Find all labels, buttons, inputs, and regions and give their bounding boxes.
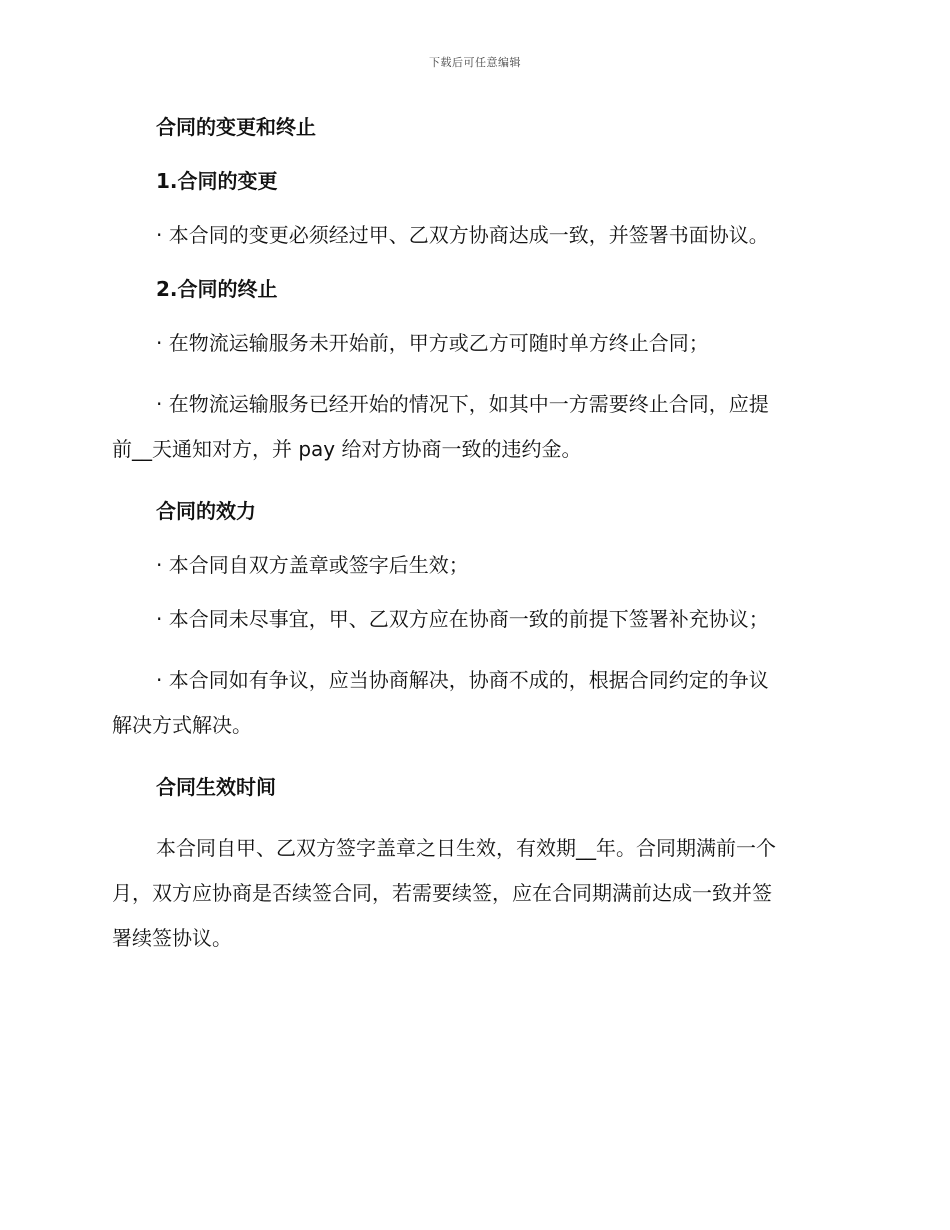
- bullet-validity-3: [112, 658, 832, 748]
- bullet-termination-2-line-1: · 在物流运输服务已经开始的情况下，如其中一方需要终止合同，应提: [156, 392, 769, 416]
- bullet-validity-2: · 本合同未尽事宜，甲、乙双方应在协商一致的前提下签署补充协议；: [156, 607, 769, 631]
- paragraph-effective-line-3: 署续签协议。: [112, 926, 232, 950]
- section-heading-change-termination: 合同的变更和终止: [156, 115, 316, 139]
- subheading-change: 1.合同的变更: [156, 169, 278, 193]
- bullet-termination-1: · 在物流运输服务未开始前，甲方或乙方可随时单方终止合同；: [156, 331, 709, 355]
- paragraph-effective-line-2: 月，双方应协商是否续签合同，若需要续签，应在合同期满前达成一致并签: [112, 881, 772, 905]
- bullet-change-1: · 本合同的变更必须经过甲、乙双方协商达成一致，并签署书面协议。: [156, 223, 769, 247]
- bullet-validity-3-line-2: 解决方式解决。: [112, 713, 252, 737]
- bullet-termination-2-line-2: 前__天通知对方，并 pay 给对方协商一致的违约金。: [112, 437, 582, 461]
- subheading-termination: 2.合同的终止: [156, 277, 278, 301]
- paragraph-effective-line-1: 本合同自甲、乙双方签字盖章之日生效，有效期__年。合同期满前一个: [156, 836, 776, 860]
- section-heading-effective-time: 合同生效时间: [156, 775, 276, 799]
- page-header: 下载后可任意编辑: [429, 56, 521, 69]
- paragraph-effective-time: [112, 826, 832, 961]
- document-body: [112, 112, 832, 985]
- bullet-validity-1: · 本合同自双方盖章或签字后生效；: [156, 553, 469, 577]
- bullet-validity-3-line-1: · 本合同如有争议，应当协商解决，协商不成的，根据合同约定的争议: [156, 668, 769, 692]
- bullet-termination-2: [112, 382, 832, 472]
- section-heading-validity: 合同的效力: [156, 499, 256, 523]
